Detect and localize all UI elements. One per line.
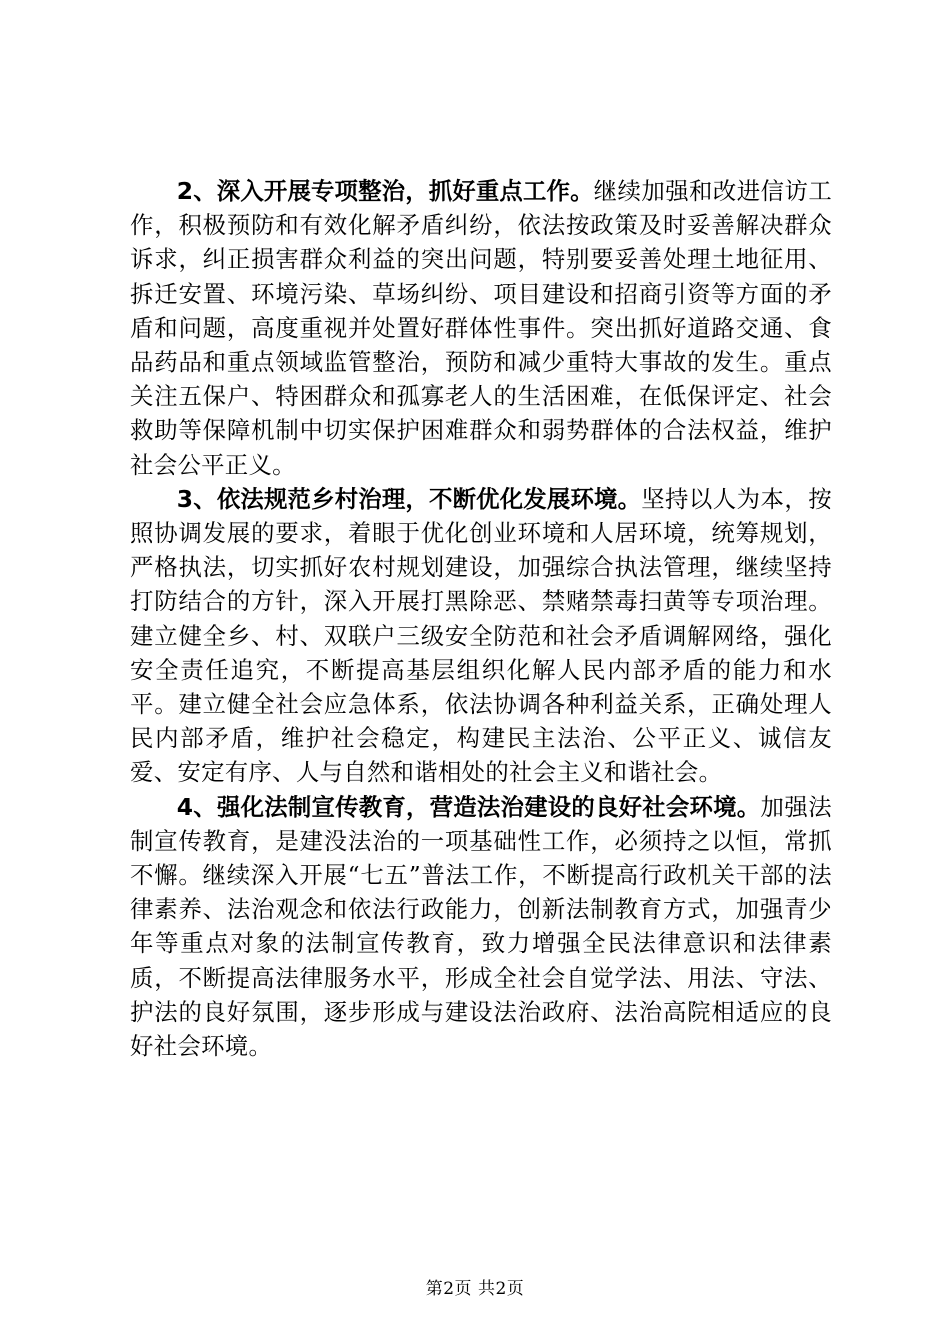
paragraph-heading: 3、依法规范乡村治理，不断优化发展环境。	[176, 484, 642, 513]
paragraph-text: 坚持以人为本，按照协调发展的要求，着眼于优化创业环境和人居环境，统筹规划，严格执法，切实抓好农村规划建设，加强综合执法管理，继续坚持打防结合的方针，深入开展打黑除恶、禁赌禁毒扫黄等专项治理。建立健全乡、村、双联户三级安全防范和社会矛盾调解网络，强化安全责任追究，不断提高基层组织化解人民内部矛盾的能力和水平。建立健全社会应急体系，依法协调各种利益关系，正确处理人民内部矛盾，维护社会稳定，构建民主法治、公平正义、诚信友爱、安定有序、人与自然和谐相处的社会主义和谐社会。	[130, 484, 832, 787]
document-body	[130, 174, 832, 1063]
page-number: 第2页 共2页	[425, 1279, 525, 1299]
page-footer	[0, 1279, 950, 1299]
paragraph-heading: 2、深入开展专项整治，抓好重点工作。	[176, 177, 594, 205]
paragraph-heading: 4、强化法制宣传教育，营造法治建设的良好社会环境。	[176, 792, 761, 821]
paragraph-text: 加强法制宣传教育，是建没法治的一项基础性工作，必须持之以恒，常抓不懈。继续深入开展“七五”普法工作，不断提高行政机关干部的法律素养、法治观念和依法行政能力，创新法制教育方式，加强青少年等重点对象的法制宣传教育，致力增强全民法律意识和法律素质，不断提高法律服务水平，形成全社会自觉学法、用法、守法、护法的良好氛围，逐步形成与建设法治政府、法治高院相适应的良好社会环境。	[130, 792, 832, 1061]
paragraph-text: 继续加强和改进信访工作，积极预防和有效化解矛盾纠纷，依法按政策及时妥善解决群众诉求，纠正损害群众利益的突出问题，特别要妥善处理土地征用、拆迁安置、环境污染、草场纠纷、项目建设和招商引资等方面的矛盾和问题，高度重视并处置好群体性事件。突出抓好道路交通、食品药品和重点领域监管整治，预防和减少重特大事故的发生。重点关注五保户、特困群众和孤寡老人的生活困难，在低保评定、社会救助等保障机制中切实保护困难群众和弱势群体的合法权益，维护社会公平正义。	[130, 177, 833, 479]
paragraph-3	[130, 482, 832, 790]
paragraph-4	[130, 790, 832, 1064]
paragraph-2	[130, 174, 832, 482]
